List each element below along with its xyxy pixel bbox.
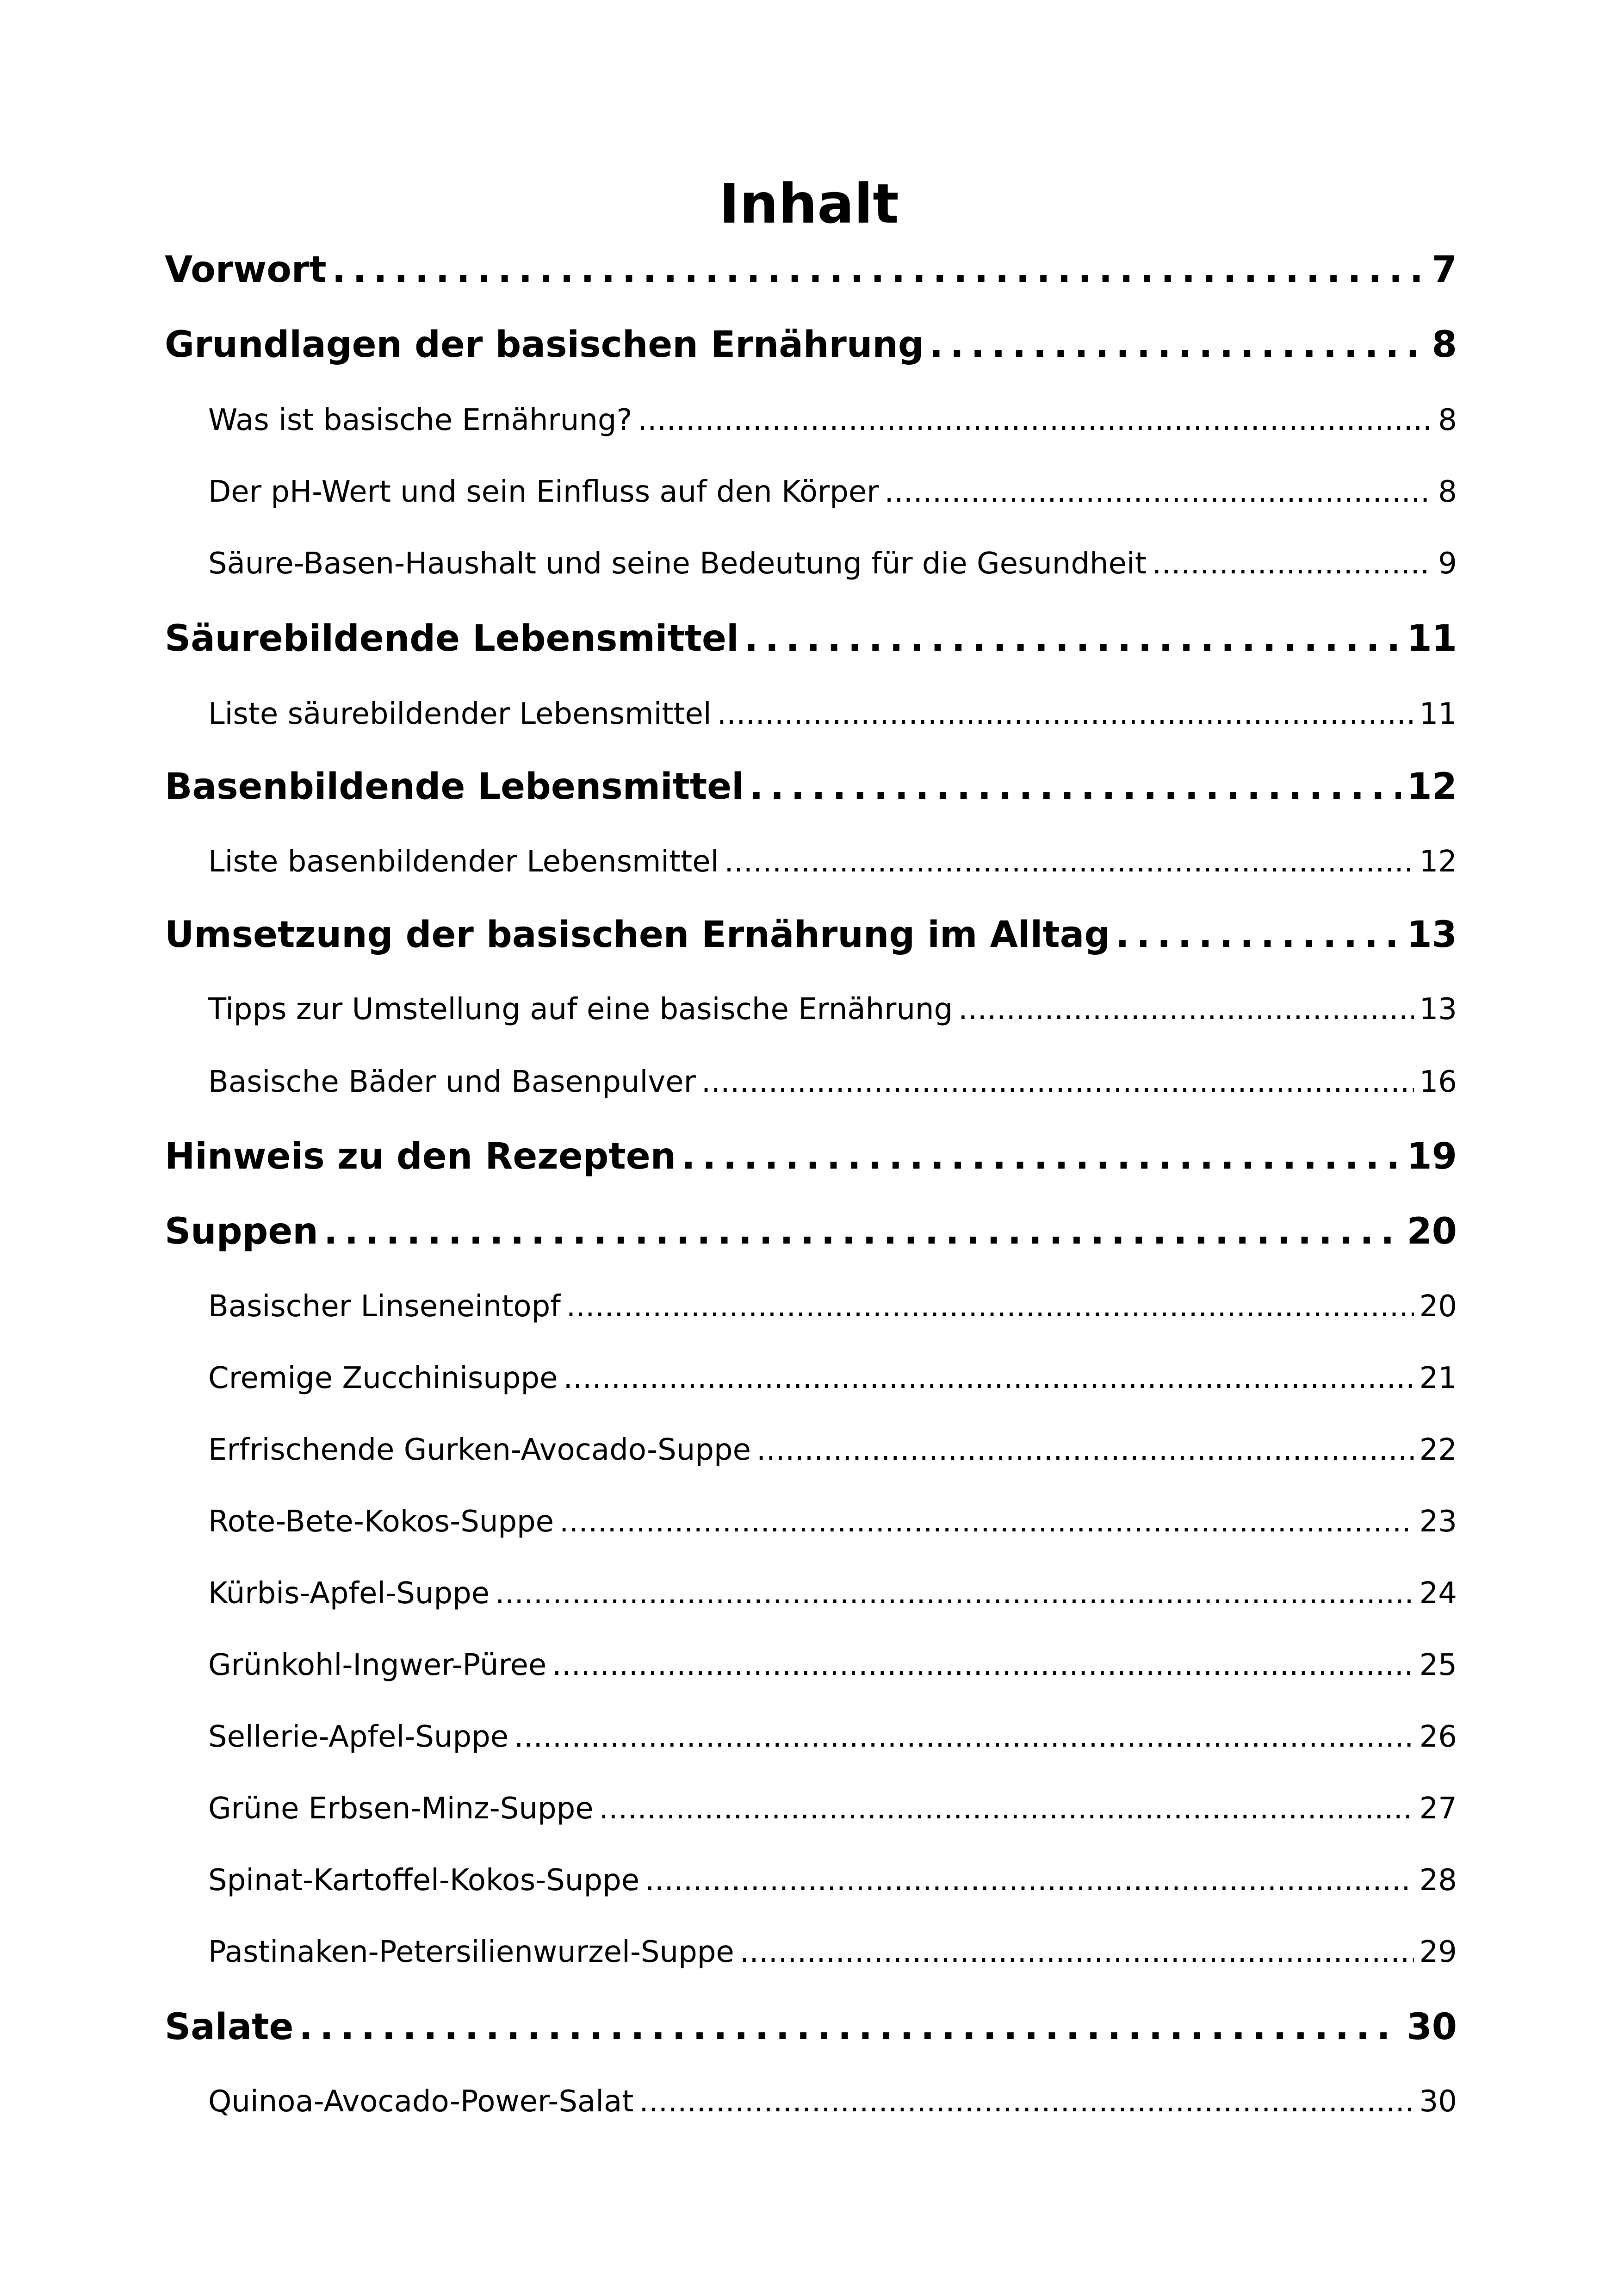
toc-entry-page: 27 bbox=[1419, 1792, 1457, 1826]
toc-entry-label: Grundlagen der basischen Ernährung bbox=[165, 324, 924, 366]
toc-entry-label: Grüne Erbsen-Minz-Suppe bbox=[208, 1792, 594, 1826]
dot-leader bbox=[638, 397, 1432, 443]
toc-entry[interactable] bbox=[165, 761, 1457, 812]
toc-entry-label: Erfrischende Gurken-Avocado-Suppe bbox=[208, 1433, 751, 1467]
dot-leader bbox=[599, 1786, 1414, 1832]
toc-entry[interactable] bbox=[165, 1131, 1457, 1182]
toc-subentry[interactable] bbox=[208, 1857, 1457, 1904]
toc-entry-page: 22 bbox=[1419, 1433, 1457, 1467]
toc-entry-label: Suppen bbox=[165, 1211, 318, 1252]
toc-entry-label: Säure-Basen-Haushalt und seine Bedeutung für die Gesundheit bbox=[208, 547, 1147, 581]
dot-leader bbox=[332, 244, 1426, 295]
toc-entry-page: 30 bbox=[1419, 2084, 1457, 2119]
toc-subentry[interactable] bbox=[208, 1714, 1457, 1760]
toc-entry[interactable] bbox=[165, 613, 1457, 664]
toc-subentry[interactable] bbox=[208, 1355, 1457, 1401]
dot-leader bbox=[1152, 541, 1432, 587]
dot-leader bbox=[324, 1206, 1401, 1257]
toc-entry[interactable] bbox=[165, 909, 1457, 960]
toc-entry-label: Pastinaken-Petersilienwurzel-Suppe bbox=[208, 1935, 734, 1969]
dot-leader bbox=[514, 1714, 1413, 1760]
toc-entry-label: Cremige Zucchinisuppe bbox=[208, 1361, 558, 1395]
dot-leader bbox=[1116, 909, 1401, 960]
toc-entry-label: Säurebildende Lebensmittel bbox=[165, 618, 739, 660]
dot-leader bbox=[645, 1857, 1413, 1904]
toc-entry-label: Kürbis-Apfel-Suppe bbox=[208, 1576, 490, 1611]
toc-subentry[interactable] bbox=[208, 1427, 1457, 1473]
toc-subentry[interactable] bbox=[208, 839, 1457, 885]
toc-entry-page: 8 bbox=[1438, 475, 1457, 509]
toc-entry-page: 9 bbox=[1438, 547, 1457, 581]
toc-subentry[interactable] bbox=[208, 1642, 1457, 1688]
dot-leader bbox=[885, 469, 1433, 515]
page-title: Inhalt bbox=[719, 172, 899, 236]
toc-entry-page: 16 bbox=[1419, 1065, 1457, 1099]
dot-leader bbox=[559, 1499, 1414, 1545]
toc-entry-page: 7 bbox=[1432, 249, 1457, 291]
toc-subentry[interactable] bbox=[208, 1786, 1457, 1832]
toc-subentry[interactable] bbox=[208, 1059, 1457, 1105]
toc-entry-page: 29 bbox=[1419, 1935, 1457, 1969]
toc-entry-page: 13 bbox=[1419, 992, 1457, 1027]
dot-leader bbox=[717, 691, 1414, 737]
toc-entry-label: Umsetzung der basischen Ernährung im Alltag bbox=[165, 914, 1110, 956]
toc-entry-label: Liste säurebildender Lebensmittel bbox=[208, 697, 712, 731]
toc-entry-label: Liste basenbildender Lebensmittel bbox=[208, 845, 719, 879]
toc-entry-label: Grünkohl-Ingwer-Püree bbox=[208, 1648, 547, 1682]
dot-leader bbox=[750, 761, 1401, 812]
dot-leader bbox=[740, 1929, 1414, 1975]
toc-entry[interactable] bbox=[165, 244, 1457, 295]
toc-entry[interactable] bbox=[165, 2002, 1457, 2053]
dot-leader bbox=[299, 2002, 1401, 2053]
toc-entry-page: 12 bbox=[1419, 845, 1457, 879]
toc-entry[interactable] bbox=[165, 319, 1457, 370]
toc-entry-label: Basischer Linseneintopf bbox=[208, 1289, 561, 1324]
toc-entry-label: Quinoa-Avocado-Power-Salat bbox=[208, 2084, 634, 2119]
dot-leader bbox=[566, 1283, 1414, 1330]
toc-entry-page: 20 bbox=[1419, 1289, 1457, 1324]
dot-leader bbox=[724, 839, 1413, 885]
toc-subentry[interactable] bbox=[208, 1570, 1457, 1617]
dot-leader bbox=[756, 1427, 1414, 1473]
toc-entry-page: 8 bbox=[1432, 324, 1457, 366]
toc-subentry[interactable] bbox=[208, 1283, 1457, 1330]
dot-leader bbox=[701, 1059, 1414, 1105]
toc-subentry[interactable] bbox=[208, 469, 1457, 515]
dot-leader bbox=[563, 1355, 1413, 1401]
toc-subentry[interactable] bbox=[208, 2078, 1457, 2125]
toc-entry-page: 19 bbox=[1407, 1136, 1457, 1177]
dot-leader bbox=[552, 1642, 1413, 1688]
toc-entry-page: 20 bbox=[1407, 1211, 1457, 1252]
toc-entry[interactable] bbox=[165, 1206, 1457, 1257]
toc-entry-label: Rote-Bete-Kokos-Suppe bbox=[208, 1505, 554, 1539]
toc-entry-page: 12 bbox=[1407, 766, 1457, 808]
toc-entry-page: 26 bbox=[1419, 1720, 1457, 1754]
toc-entry-page: 11 bbox=[1407, 618, 1457, 660]
toc-entry-page: 8 bbox=[1438, 403, 1457, 437]
toc-subentry[interactable] bbox=[208, 986, 1457, 1033]
toc-entry-page: 13 bbox=[1407, 914, 1457, 956]
toc-entry-page: 24 bbox=[1419, 1576, 1457, 1611]
toc-entry-label: Salate bbox=[165, 2006, 294, 2048]
dot-leader bbox=[930, 319, 1426, 370]
toc-entry-label: Hinweis zu den Rezepten bbox=[165, 1136, 676, 1177]
toc-entry-page: 21 bbox=[1419, 1361, 1457, 1395]
toc-subentry[interactable] bbox=[208, 541, 1457, 587]
toc-entry-label: Sellerie-Apfel-Suppe bbox=[208, 1720, 509, 1754]
toc-entry-page: 28 bbox=[1419, 1863, 1457, 1898]
dot-leader bbox=[495, 1570, 1413, 1617]
toc-entry-label: Was ist basische Ernährung? bbox=[208, 403, 632, 437]
toc-subentry[interactable] bbox=[208, 1499, 1457, 1545]
toc-entry-page: 25 bbox=[1419, 1648, 1457, 1682]
toc-entry-page: 23 bbox=[1419, 1505, 1457, 1539]
toc-subentry[interactable] bbox=[208, 691, 1457, 737]
toc-entry-label: Tipps zur Umstellung auf eine basische Ernährung bbox=[208, 992, 953, 1027]
toc-entry-label: Basenbildende Lebensmittel bbox=[165, 766, 744, 808]
dot-leader bbox=[958, 986, 1413, 1033]
toc-entry-label: Basische Bäder und Basenpulver bbox=[208, 1065, 696, 1099]
toc-subentry[interactable] bbox=[208, 1929, 1457, 1975]
dot-leader bbox=[639, 2078, 1413, 2125]
toc-entry-label: Vorwort bbox=[165, 249, 327, 291]
toc-entry-page: 30 bbox=[1407, 2006, 1457, 2048]
toc-entry-label: Spinat-Kartoffel-Kokos-Suppe bbox=[208, 1863, 640, 1898]
toc-entry-page: 11 bbox=[1419, 697, 1457, 731]
toc-subentry[interactable] bbox=[208, 397, 1457, 443]
toc-entry-label: Der pH-Wert und sein Einfluss auf den Körper bbox=[208, 475, 879, 509]
dot-leader bbox=[744, 613, 1401, 664]
dot-leader bbox=[682, 1131, 1401, 1182]
